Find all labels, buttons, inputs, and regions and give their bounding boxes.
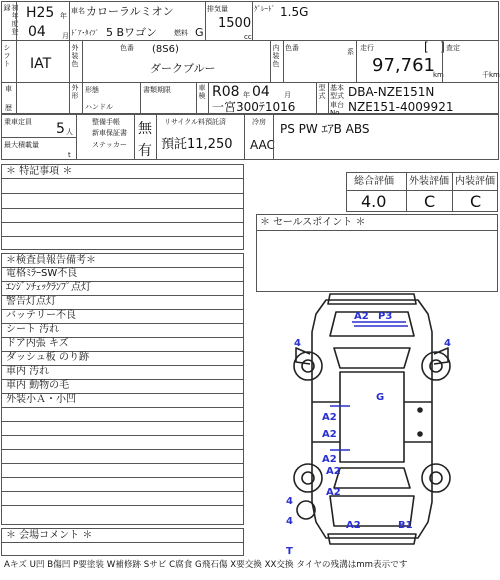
fuel-value: G — [195, 26, 204, 39]
report-line: ダッシュ板 のり跡 — [6, 352, 89, 363]
diagram-mark: A2 — [322, 454, 337, 465]
first-reg-era-year: H25 — [26, 5, 55, 21]
interior-score-label: 内装評価 — [455, 176, 495, 187]
overall-score-label: 総合評価 — [354, 176, 394, 187]
model-label: 型式 — [318, 84, 326, 100]
outer-shape-label: 外形 — [71, 84, 79, 100]
shift-label: シフト — [3, 44, 11, 68]
inspection-expiry-month: 04 — [252, 84, 270, 100]
exterior-color-name: ダークブルー — [150, 62, 216, 75]
report-line: ドア内張 キズ — [6, 338, 69, 349]
diagram-mark: G — [376, 392, 385, 403]
report-line: 車内 動物の毛 — [6, 380, 70, 391]
inspector-report-title: ＊検査員報告備考＊ — [6, 255, 96, 266]
overall-score-value: 4.0 — [361, 192, 387, 211]
report-line: 電格ﾐﾗｰSW不良 — [6, 268, 78, 279]
diagram-mark: 4 — [294, 338, 301, 349]
diagram-mark: 4 — [286, 516, 293, 527]
inspection-expiry-label: 車検 — [198, 84, 206, 100]
report-line: ｴﾝｼﾞﾝﾁｪｯｸﾗﾝﾌﾟ点灯 — [6, 282, 91, 293]
sticker-value: 有 — [138, 143, 152, 159]
diagram-mark: A2 — [322, 429, 337, 440]
equipment-list: PS PW ｴｱB ABS — [280, 122, 370, 136]
license-plate: 一宮300ﾃ1016 — [212, 100, 296, 114]
chassis-number: NZE151-4009921 — [348, 100, 454, 114]
diagram-mark: A2 — [322, 412, 337, 423]
capacity-value: 5 — [56, 121, 65, 137]
diagram-mark: 4 — [444, 338, 451, 349]
diagram-mark: A2 — [326, 466, 341, 477]
exterior-color-label: 外装色 — [71, 44, 79, 68]
recycle-fee-value: 預託11,250 — [161, 137, 233, 152]
first-reg-label: 初年度登録 — [3, 4, 19, 36]
report-line: 警告灯点灯 — [6, 296, 56, 307]
sales-points-title: ＊ セールスポイント ＊ — [260, 217, 366, 228]
report-line: 外装小Ａ・小凹 — [6, 394, 76, 405]
door-type: 5 Bワゴン — [106, 26, 158, 39]
aircon-value: AAC — [250, 138, 275, 152]
diagram-mark: B1 — [398, 520, 413, 531]
report-line: シート 汚れ — [6, 324, 60, 335]
report-line: 車内 汚れ — [6, 366, 50, 377]
displacement: 1500 — [218, 16, 252, 31]
diagram-mark: A2 — [354, 311, 369, 322]
car-name: カローラルミオン — [86, 5, 174, 18]
first-reg-month: 04 — [28, 24, 46, 40]
model-code: DBA-NZE151N — [348, 85, 435, 99]
diagram-mark: P3 — [378, 311, 393, 322]
mileage-value: 97,761 — [372, 55, 435, 76]
venue-comment-title: ＊ 会場コメント ＊ — [6, 530, 93, 541]
grade: 1.5G — [280, 5, 309, 19]
special-notes-title: ＊ 特記事項 ＊ — [6, 166, 73, 177]
diagram-mark: 4 — [286, 496, 293, 507]
diagram-mark: T — [286, 546, 293, 556]
report-line: バッテリー不良 — [6, 310, 76, 321]
interior-color-label: 内装色 — [272, 44, 280, 68]
inspection-expiry-year: R08 — [212, 84, 240, 100]
service-manual-value: 無 — [138, 121, 152, 137]
diagram-mark: A2 — [346, 520, 361, 531]
interior-score-value: C — [470, 192, 482, 211]
exterior-color-code: (8S6) — [152, 44, 179, 55]
damage-code-legend: Aキズ U凹 B傷凹 P要塗装 W補修跡 Sサビ C腐食 G飛石傷 X要交換 XX交換 タイヤの残溝はmm表示です — [4, 560, 408, 570]
car-damage-diagram — [256, 292, 498, 556]
shift-value: IAT — [30, 56, 52, 72]
diagram-mark: A2 — [326, 487, 341, 498]
exterior-score-value: C — [424, 192, 436, 211]
exterior-score-label: 外装評価 — [409, 176, 449, 187]
